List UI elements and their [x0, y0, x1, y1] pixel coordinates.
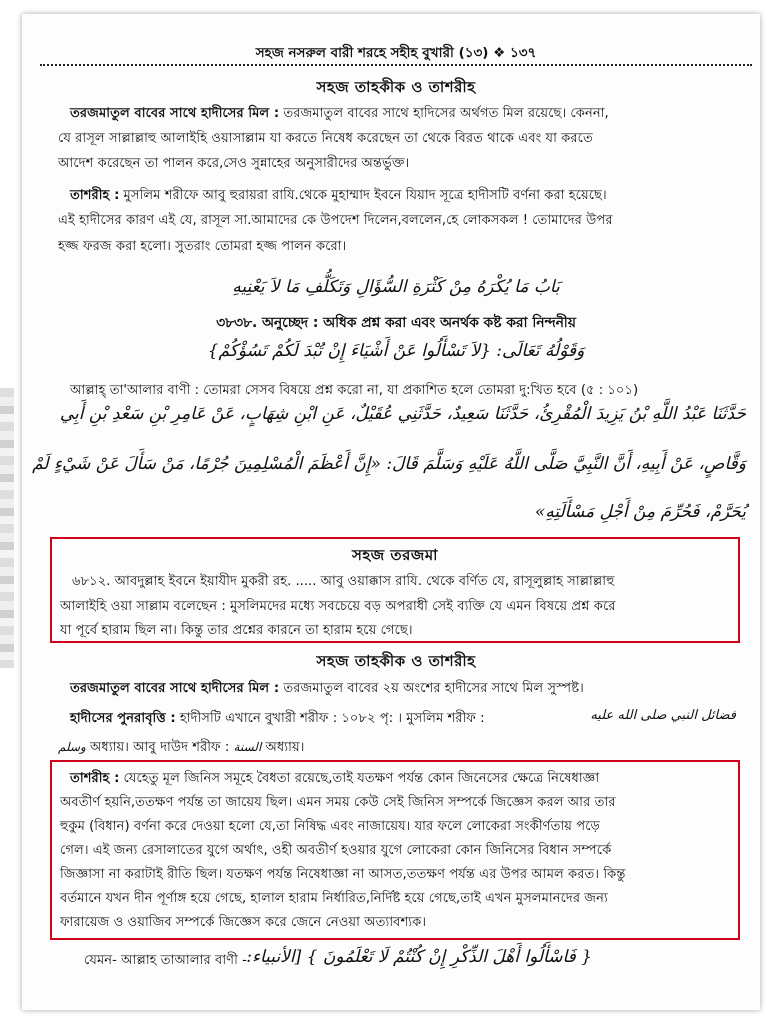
s2-text-3a: অধ্যায়। আবু দাউদ শরীফ : [90, 740, 230, 755]
tashrih-line-7: ফারায়েজ ও ওয়াজিব সম্পর্কে জিজ্ঞেস করে জেনে নেওয়া অত্যাবশ্যক। [60, 915, 427, 930]
tashrih-line-2: অবতীর্ণ হয়নি,ততক্ষণ পর্যন্ত তা জায়েয ছিল। এমন সময় কেউ সেই জিনিস সম্পর্কে জিজ্ঞেস করল আর তার [60, 795, 616, 810]
s1-line-2: যে রাসূল সাল্লাল্লাহু আলাইহি ওয়াসাল্লাম যা করতে নিষেধ করেছেন তা থেকে বিরত থাকে এবং যা করতে [58, 131, 593, 146]
tashrih-text-1: যেহেতু মূল জিনিস সমূহে বৈধতা রয়েছে,তাই যতক্ষণ পর্যন্ত কোন জিনেসের ক্ষেত্রে নিষেধাজ্ঞা [123, 771, 600, 786]
running-header: সহজ নসরুল বারী শরহে সহীহ বুখারী (১৩) ❖ ১৩৭ [255, 45, 537, 61]
s1-text-1: তরজমাতুল বাবের সাথে হাদিসের অর্থগত মিল রয়েছে। কেননা, [283, 106, 609, 121]
s2-arabic-chapter-1: فضائل النبي صلى الله عليه [590, 708, 736, 723]
footer-text: যেমন- আল্লাহ তাআলার বাণী - [84, 953, 247, 968]
translation-title: সহজ তরজমা [351, 546, 439, 564]
s2-label-1: তরজমাতুল বাবের সাথে হাদীসের মিল : [70, 681, 280, 696]
tashrih-line-5: জিজ্ঞাসা না করাটাই রীতি ছিল। যতক্ষণ পর্যন্ত নিষেধাজ্ঞা না আসত,ততক্ষণ পর্যন্ত এর উপর আমল করত। কিন্তু [60, 867, 626, 882]
hadith-arabic-2: وَقَّاصٍ، عَنْ أَبِيهِ، أَنَّ النَّبِيَّ صَلَّى اللَّهُ عَلَيْهِ وَسَلَّمَ قَالَ: «إِنَّ أَعْظَمَ الْمُسْلِمِينَ جُرْمًا، مَنْ سَأَلَ عَنْ شَيْءٍ لَمْ [32, 454, 746, 474]
s2-text-1: তরজমাতুল বাবের ২য় অংশের হাদীসের সাথে মিল সুস্পষ্ট। [283, 681, 584, 696]
header-rule [40, 64, 752, 66]
section-title-2: সহজ তাহকীক ও তাশরীহ [316, 652, 476, 670]
s1-line-3: আদেশ করেছেন তা পালন করে,সেও সুন্নাহের অনুসারীদের অন্তর্ভুক্ত। [58, 156, 410, 171]
tashrih-line-6: বর্তমানে যখন দীন পূর্ণাঙ্গ হয়ে গেছে, হালাল হারাম নির্ধারিত,নির্দিষ্ট হয়ে গেছে,তাই এখন মুসলমানদের জন্য [60, 891, 608, 906]
s1-line-4 [70, 187, 607, 205]
s1-line-5: এই হাদীসের কারণ এই যে, রাসূল সা.আমাদের কে উপদেশ দিলেন,বললেন,হে লোকসকল ! তোমাদের উপর [58, 213, 613, 228]
tashrih-label: তাশরীহ : [70, 771, 120, 786]
s1-text-4: মুসলিম শরীফে আবু হুরায়রা রাযি.থেকে মুহাম্মাদ ইবনে যিয়াদ সূত্রে হাদীসটি বর্ণনা করা হয়েছে। [123, 188, 607, 203]
s2-label-2: হাদীসের পুনরাবৃত্তি : [70, 711, 176, 726]
s2-arabic-wasallam: وسلم [58, 740, 86, 754]
chapter-bengali-title: ৩৮৩৮. অনুচ্ছেদ : অধিক প্রশ্ন করা এবং অনর্থক কষ্ট করা নিন্দনীয় [216, 315, 576, 331]
translation-line-3: যা পূর্বে হারাম ছিল না। কিন্তু তার প্রশ্নের কারনে তা হারাম হয়ে গেছে। [60, 623, 413, 638]
s2-text-3b: অধ্যায়। [265, 740, 305, 755]
translation-line-1: ৬৮১২. আবদুল্লাহ ইবনে ইয়াযীদ মুকরী রহ. ..... আবু ওয়াক্কাস রাযি. থেকে বর্ণিত যে, রাসূলুল্লাহ সাল্লাল্লাহু [72, 574, 615, 589]
quran-verse-arabic: وَقَوْلُهُ تَعَالَى: {لاَ تَسْأَلُوا عَنْ أَشْيَاءَ إِنْ تُبْدَ لَكُمْ تَسُؤْكُمْ} [207, 341, 585, 361]
s1-label-1: তরজমাতুল বাবের সাথে হাদীসের মিল : [70, 106, 280, 121]
s2-arabic-sunnah: السنة [233, 740, 262, 754]
s2-line-2 [70, 710, 485, 728]
s2-text-2: হাদীসটি এখানে বুখারী শরীফ : ১০৮২ পৃ: । মুসলিম শরীফ : [179, 711, 485, 726]
chapter-arabic-title: بَابُ مَا يُكْرَهُ مِنْ كَثْرَةِ السُّؤَالِ وَتَكَلُّفِ مَا لاَ يَعْنِيهِ [232, 277, 560, 297]
section-title-1: সহজ তাহকীক ও তাশরীহ [316, 78, 476, 96]
footer-arabic-verse: { فَاسْأَلُوا أَهْلَ الذِّكْرِ إِنْ كُنْتُمْ لَا تَعْلَمُونَ } [الأنبياء: [246, 947, 592, 967]
s1-line-1 [70, 105, 609, 123]
blurred-side-strip [0, 388, 14, 668]
s1-line-6: হজ্জ ফরজ করা হলো। সুতরাং তোমরা হজ্জ পালন করো। [58, 239, 347, 254]
hadith-arabic-3: يُحَرَّمْ، فَحُرِّمَ مِنْ أَجْلِ مَسْأَلَتِهِ» [534, 502, 746, 522]
s2-line-3 [58, 738, 304, 757]
s1-label-tashrih: তাশরীহ : [70, 188, 120, 203]
translation-line-2: আলাইহি ওয়া সাল্লাম বলেছেন : মুসলিমদের মধ্যে সবচেয়ে বড় অপরাধী সেই ব্যক্তি যে এমন বিষয়ে প্রশ্ন করে [60, 599, 616, 614]
tashrih-line-4: গেল। এই জন্য রেসালাতের যুগে অর্থাৎ, ওহী অবতীর্ণ হওয়ার যুগে লোকেরা কোন জিনিসের বিধান সম্পর্কে [60, 843, 612, 858]
tashrih-line-3: হুকুম (বিধান) বর্ণনা করে দেওয়া হলো যে,তা নিষিদ্ধ এবং নাজায়েয। যার ফলে লোকেরা সংকীর্ণতায় পড়ে [60, 819, 600, 834]
tashrih-line-1 [70, 770, 599, 788]
s2-line-1 [70, 680, 584, 698]
hadith-arabic-1: حَدَّثَنَا عَبْدُ اللَّهِ بْنُ يَزِيدَ الْمُقْرِئُ، حَدَّثَنَا سَعِيدٌ، حَدَّثَنِي عُقَيْلٌ، عَنِ ابْنِ شِهَابٍ، عَنْ عَامِرِ بْنِ سَعْدِ بْنِ أَبِي [59, 404, 746, 424]
verse-translation: আল্লাহ্ তা'আলার বাণী : তোমরা সেসব বিষয়ে প্রশ্ন করো না, যা প্রকাশিত হলে তোমরা দু:খিত হবে (৫ : ১০১) [70, 383, 639, 398]
